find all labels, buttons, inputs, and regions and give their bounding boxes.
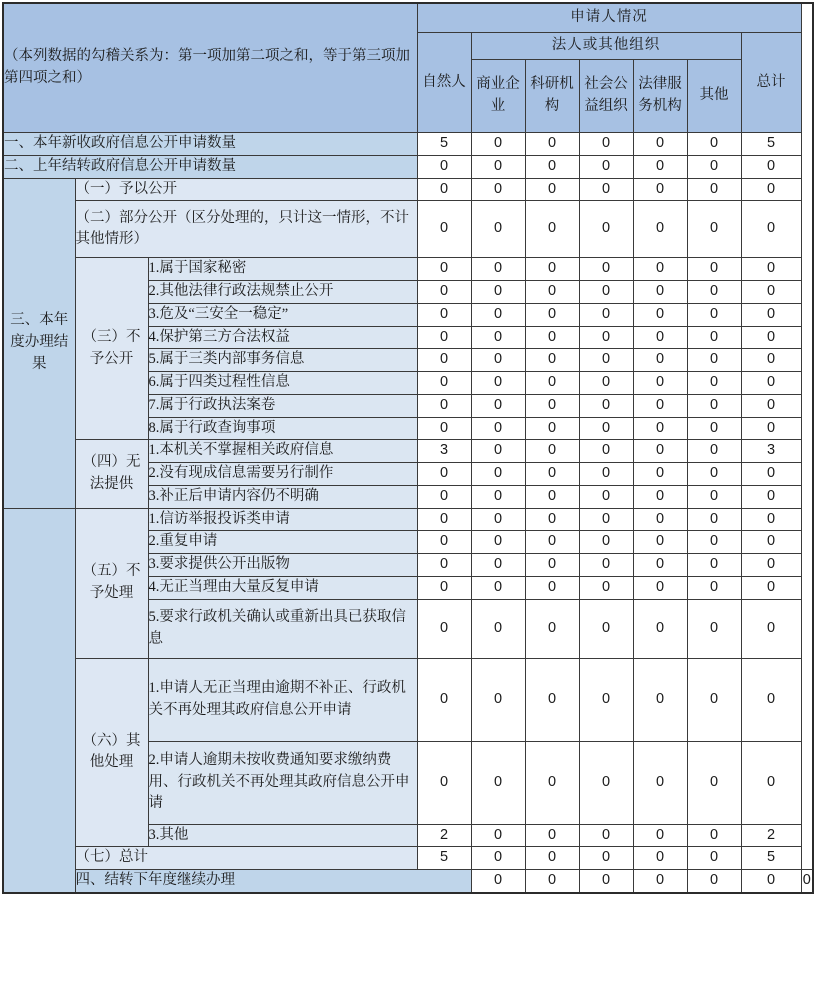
row-label-item: 1.本机关不掌握相关政府信息 <box>148 440 417 463</box>
cell-value: 0 <box>579 372 633 395</box>
cell-value: 0 <box>525 349 579 372</box>
cell-value: 0 <box>633 372 687 395</box>
cell-value: 0 <box>633 155 687 178</box>
header-applicant-situation: 申请人情况 <box>417 3 801 33</box>
cell-value: 0 <box>687 394 741 417</box>
header-social-welfare-organization: 社会公益组织 <box>579 60 633 133</box>
cell-value: 0 <box>471 824 525 847</box>
cell-value: 0 <box>525 463 579 486</box>
cell-value: 0 <box>687 281 741 304</box>
cell-value: 0 <box>687 440 741 463</box>
cell-value: 0 <box>417 599 471 658</box>
row-label-item: 5.属于三类内部事务信息 <box>148 349 417 372</box>
cell-value: 0 <box>633 201 687 258</box>
row-label-section-1: 一、本年新收政府信息公开申请数量 <box>3 133 417 156</box>
cell-value: 5 <box>741 847 801 870</box>
row-label-item: 1.属于国家秘密 <box>148 258 417 281</box>
cell-value: 0 <box>687 531 741 554</box>
table-row <box>3 847 813 870</box>
cell-value: 0 <box>633 326 687 349</box>
cell-value: 0 <box>417 463 471 486</box>
cell-value: 0 <box>417 155 471 178</box>
cell-value: 0 <box>741 281 801 304</box>
cell-value: 0 <box>579 326 633 349</box>
cell-value: 0 <box>417 349 471 372</box>
cell-value: 0 <box>741 870 801 893</box>
cell-value: 0 <box>741 178 801 201</box>
cell-value: 0 <box>741 258 801 281</box>
cell-value: 0 <box>417 576 471 599</box>
cell-value: 0 <box>417 372 471 395</box>
row-label-section-3-continued <box>3 508 75 893</box>
cell-value: 0 <box>801 870 813 893</box>
cell-value: 0 <box>579 394 633 417</box>
cell-value: 0 <box>579 281 633 304</box>
cell-value: 0 <box>633 349 687 372</box>
cell-value: 0 <box>633 554 687 577</box>
table-row <box>3 440 813 463</box>
header-commercial-enterprise: 商业企业 <box>471 60 525 133</box>
cell-value: 0 <box>741 326 801 349</box>
cell-value: 0 <box>417 554 471 577</box>
row-label-item: 3.危及“三安全一稳定” <box>148 303 417 326</box>
cell-value: 0 <box>471 258 525 281</box>
cell-value: 0 <box>687 847 741 870</box>
row-label-group-5: （五）不予处理 <box>75 508 148 658</box>
cell-value: 0 <box>525 508 579 531</box>
cell-value: 0 <box>579 201 633 258</box>
cell-value: 0 <box>579 349 633 372</box>
cell-value: 0 <box>633 133 687 156</box>
cell-value: 0 <box>417 326 471 349</box>
cell-value: 0 <box>687 303 741 326</box>
row-label-group-6: （六）其他处理 <box>75 658 148 847</box>
cell-value: 0 <box>471 201 525 258</box>
cell-value: 0 <box>579 870 633 893</box>
cell-value: 0 <box>633 440 687 463</box>
cell-value: 0 <box>741 463 801 486</box>
cell-value: 0 <box>633 463 687 486</box>
cell-value: 0 <box>471 417 525 440</box>
cell-value: 0 <box>687 201 741 258</box>
cell-value: 0 <box>525 824 579 847</box>
cell-value: 0 <box>579 599 633 658</box>
cell-value: 0 <box>579 258 633 281</box>
row-label-group-2: （二）部分公开（区分处理的，只计这一情形，不计其他情形） <box>75 201 417 258</box>
row-label-item: 8.属于行政查询事项 <box>148 417 417 440</box>
row-label-item: 2.其他法律行政法规禁止公开 <box>148 281 417 304</box>
row-label-item: 4.保护第三方合法权益 <box>148 326 417 349</box>
table-row <box>3 870 813 893</box>
cell-value: 0 <box>417 201 471 258</box>
header-total: 总计 <box>741 33 801 133</box>
row-label-section-4: 四、结转下年度继续办理 <box>75 870 471 893</box>
cell-value: 0 <box>525 178 579 201</box>
cell-value: 0 <box>525 303 579 326</box>
cell-value: 0 <box>525 372 579 395</box>
cell-value: 0 <box>687 372 741 395</box>
cell-value: 0 <box>741 201 801 258</box>
row-label-item: 2.没有现成信息需要另行制作 <box>148 463 417 486</box>
cell-value: 0 <box>471 485 525 508</box>
cell-value: 0 <box>741 303 801 326</box>
row-label-item: 7.属于行政执法案卷 <box>148 394 417 417</box>
cell-value: 5 <box>741 133 801 156</box>
cell-value: 0 <box>417 508 471 531</box>
row-label-item: 3.其他 <box>148 824 417 847</box>
cell-value: 0 <box>687 178 741 201</box>
row-label-item: 6.属于四类过程性信息 <box>148 372 417 395</box>
cell-value: 0 <box>525 440 579 463</box>
cell-value: 0 <box>687 463 741 486</box>
cell-value: 0 <box>417 741 471 824</box>
cell-value: 3 <box>417 440 471 463</box>
cell-value: 0 <box>471 870 525 893</box>
cell-value: 0 <box>579 508 633 531</box>
cell-value: 0 <box>471 133 525 156</box>
row-label-item: 3.补正后申请内容仍不明确 <box>148 485 417 508</box>
cell-value: 0 <box>471 155 525 178</box>
cell-value: 0 <box>525 576 579 599</box>
cell-value: 0 <box>633 824 687 847</box>
cell-value: 0 <box>417 281 471 304</box>
cell-value: 0 <box>633 531 687 554</box>
header-natural-person: 自然人 <box>417 33 471 133</box>
cell-value: 0 <box>741 554 801 577</box>
header-research-institution: 科研机构 <box>525 60 579 133</box>
cell-value: 0 <box>741 417 801 440</box>
cell-value: 0 <box>525 741 579 824</box>
cell-value: 0 <box>471 554 525 577</box>
header-other: 其他 <box>687 60 741 133</box>
row-label-item: 1.信访举报投诉类申请 <box>148 508 417 531</box>
cell-value: 0 <box>525 155 579 178</box>
cell-value: 0 <box>417 178 471 201</box>
cell-value: 0 <box>525 133 579 156</box>
row-label-group-1: （一）予以公开 <box>75 178 417 201</box>
row-label-item: 2.申请人逾期未按收费通知要求缴纳费用、行政机关不再处理其政府信息公开申请 <box>148 741 417 824</box>
cell-value: 0 <box>687 870 741 893</box>
row-label-section-3: 三、本年度办理结果 <box>3 178 75 508</box>
cell-value: 0 <box>741 508 801 531</box>
cell-value: 0 <box>417 658 471 741</box>
cell-value: 0 <box>633 870 687 893</box>
cell-value: 0 <box>579 847 633 870</box>
header-legal-service-institution: 法律服务机构 <box>633 60 687 133</box>
cell-value: 0 <box>471 178 525 201</box>
government-information-disclosure-statistics-table <box>2 2 814 894</box>
cell-value: 0 <box>579 440 633 463</box>
cell-value: 0 <box>687 155 741 178</box>
cell-value: 0 <box>633 508 687 531</box>
row-label-item: 4.无正当理由大量反复申请 <box>148 576 417 599</box>
cell-value: 0 <box>633 417 687 440</box>
cell-value: 0 <box>633 303 687 326</box>
cell-value: 0 <box>579 824 633 847</box>
cell-value: 0 <box>741 658 801 741</box>
cell-value: 0 <box>579 463 633 486</box>
cell-value: 0 <box>525 658 579 741</box>
cell-value: 0 <box>579 178 633 201</box>
cell-value: 0 <box>741 485 801 508</box>
cell-value: 0 <box>579 576 633 599</box>
cell-value: 0 <box>687 349 741 372</box>
cell-value: 0 <box>687 599 741 658</box>
row-label-item: 3.要求提供公开出版物 <box>148 554 417 577</box>
cell-value: 0 <box>579 658 633 741</box>
cell-value: 0 <box>471 658 525 741</box>
cell-value: 0 <box>417 417 471 440</box>
cell-value: 0 <box>687 485 741 508</box>
cell-value: 0 <box>471 326 525 349</box>
table-row <box>3 658 813 741</box>
cell-value: 0 <box>471 531 525 554</box>
cell-value: 0 <box>525 394 579 417</box>
cell-value: 0 <box>633 258 687 281</box>
cell-value: 0 <box>579 485 633 508</box>
checksum-note: （本列数据的勾稽关系为：第一项加第二项之和，等于第三项加第四项之和） <box>3 3 417 133</box>
cell-value: 0 <box>687 133 741 156</box>
cell-value: 0 <box>525 870 579 893</box>
cell-value: 0 <box>579 303 633 326</box>
row-label-item: 5.要求行政机关确认或重新出具已获取信息 <box>148 599 417 658</box>
cell-value: 0 <box>471 508 525 531</box>
cell-value: 0 <box>579 417 633 440</box>
table-row <box>3 508 813 531</box>
cell-value: 0 <box>741 155 801 178</box>
cell-value: 0 <box>741 372 801 395</box>
cell-value: 0 <box>525 531 579 554</box>
cell-value: 0 <box>417 258 471 281</box>
table-row <box>3 155 813 178</box>
cell-value: 0 <box>579 741 633 824</box>
row-label-section-2: 二、上年结转政府信息公开申请数量 <box>3 155 417 178</box>
cell-value: 0 <box>741 349 801 372</box>
cell-value: 0 <box>471 463 525 486</box>
cell-value: 0 <box>471 303 525 326</box>
cell-value: 0 <box>471 847 525 870</box>
row-label-group-4: （四）无法提供 <box>75 440 148 508</box>
cell-value: 2 <box>741 824 801 847</box>
cell-value: 0 <box>687 741 741 824</box>
cell-value: 0 <box>471 599 525 658</box>
cell-value: 0 <box>525 326 579 349</box>
cell-value: 0 <box>633 847 687 870</box>
cell-value: 0 <box>633 485 687 508</box>
cell-value: 0 <box>741 394 801 417</box>
cell-value: 0 <box>687 824 741 847</box>
table-row <box>3 258 813 281</box>
cell-value: 0 <box>633 599 687 658</box>
cell-value: 0 <box>579 531 633 554</box>
cell-value: 5 <box>417 133 471 156</box>
cell-value: 0 <box>633 178 687 201</box>
cell-value: 0 <box>633 394 687 417</box>
cell-value: 0 <box>471 394 525 417</box>
cell-value: 0 <box>417 394 471 417</box>
cell-value: 0 <box>471 372 525 395</box>
cell-value: 0 <box>741 576 801 599</box>
cell-value: 0 <box>579 133 633 156</box>
cell-value: 0 <box>525 485 579 508</box>
cell-value: 0 <box>525 258 579 281</box>
cell-value: 0 <box>471 349 525 372</box>
cell-value: 0 <box>687 554 741 577</box>
cell-value: 0 <box>633 658 687 741</box>
row-label-group-3: （三）不予公开 <box>75 258 148 440</box>
cell-value: 0 <box>579 554 633 577</box>
cell-value: 0 <box>417 303 471 326</box>
cell-value: 0 <box>417 485 471 508</box>
cell-value: 0 <box>525 281 579 304</box>
header-row-top <box>3 3 813 33</box>
row-label-item: 1.申请人无正当理由逾期不补正、行政机关不再处理其政府信息公开申请 <box>148 658 417 741</box>
cell-value: 5 <box>417 847 471 870</box>
table-row <box>3 201 813 258</box>
table-row <box>3 133 813 156</box>
cell-value: 0 <box>471 741 525 824</box>
cell-value: 0 <box>633 741 687 824</box>
row-label-group-7: （七）总计 <box>75 847 417 870</box>
cell-value: 0 <box>471 281 525 304</box>
cell-value: 0 <box>633 576 687 599</box>
cell-value: 0 <box>741 599 801 658</box>
cell-value: 0 <box>687 658 741 741</box>
cell-value: 0 <box>525 847 579 870</box>
cell-value: 0 <box>525 201 579 258</box>
cell-value: 0 <box>633 281 687 304</box>
table-row <box>3 178 813 201</box>
header-legal-entity-group: 法人或其他组织 <box>471 33 741 60</box>
cell-value: 0 <box>687 508 741 531</box>
cell-value: 0 <box>687 417 741 440</box>
cell-value: 0 <box>687 258 741 281</box>
cell-value: 0 <box>525 554 579 577</box>
cell-value: 0 <box>471 576 525 599</box>
cell-value: 0 <box>579 155 633 178</box>
cell-value: 0 <box>741 741 801 824</box>
row-label-item: 2.重复申请 <box>148 531 417 554</box>
cell-value: 0 <box>687 576 741 599</box>
cell-value: 0 <box>471 440 525 463</box>
cell-value: 2 <box>417 824 471 847</box>
cell-value: 0 <box>741 531 801 554</box>
cell-value: 3 <box>741 440 801 463</box>
cell-value: 0 <box>687 326 741 349</box>
cell-value: 0 <box>525 599 579 658</box>
cell-value: 0 <box>525 417 579 440</box>
cell-value: 0 <box>417 531 471 554</box>
